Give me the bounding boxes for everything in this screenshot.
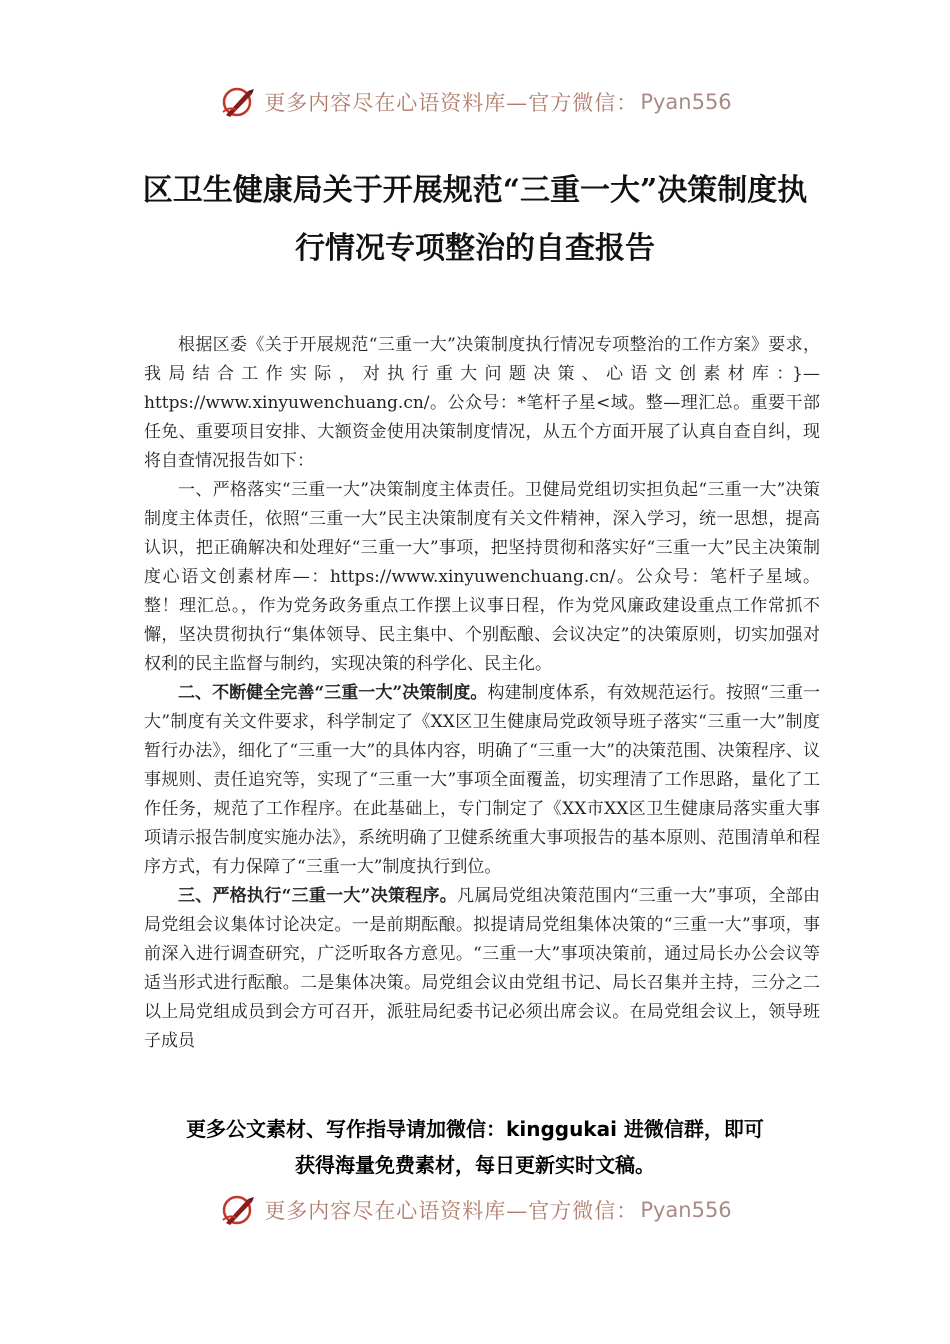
banner-text: 更多内容尽在心语资料库—官方微信： xyxy=(264,91,639,115)
paragraph-intro: 根据区委《关于开展规范“三重一大”决策制度执行情况专项整治的工作方案》要求，我局结合工作实际，对执行重大问题决策、心语文创素材库：}—https://www.xinyuwenchuang.cn/。公众号：*笔杆子星<域。整—理汇总。重要干部任免、重要项目安排、大额资金使用决策制度情况，从五个方面开展了认真自查自纠，现将自查情况报告如下： xyxy=(144,335,820,471)
pen-logo-icon xyxy=(218,1190,258,1230)
title-line-2: 行情况专项整治的自查报告 xyxy=(295,231,655,266)
banner-wechat-id: Pyan556 xyxy=(640,90,732,114)
section-2-body: 构建制度体系，有效规范运行。按照“三重一大”制度有关文件要求，科学制定了《XX区卫生健康局党政领导班子落实“三重一大”制度暂行办法》，细化了“三重一大”的具体内容，明确了“三重一大”的决策范围、决策程序、议事规则、责任追究等，实现了“三重一大”事项全面覆盖，切实理清了工作思路，量化了工作任务，规范了工作程序。在此基础上，专门制定了《XX市XX区卫生健康局落实重大事项请示报告制度实施办法》，系统明确了卫健系统重大事项报告的基本原则、范围清单和程序方式，有力保障了“三重一大”制度执行到位。 xyxy=(144,683,820,877)
document-title xyxy=(110,162,840,278)
section-3-body: 凡属局党组决策范围内“三重一大”事项，全部由局党组会议集体讨论决定。一是前期酝酿。拟提请局党组集体决策的“三重一大”事项，事前深入进行调查研究，广泛听取各方意见。“三重一大”事项决策前，通过局长办公会议等适当形式进行酝酿。二是集体决策。局党组会议由党组书记、局长召集并主持，三分之二以上局党组成员到会方可召开，派驻局纪委书记必须出席会议。在局党组会议上，领导班子成员 xyxy=(144,886,820,1051)
banner-wechat-id: Pyan556 xyxy=(640,1198,732,1222)
paragraph-section-3 xyxy=(144,882,820,1056)
bottom-banner xyxy=(0,1186,950,1234)
section-2-heading: 二、不断健全完善“三重一大”决策制度。 xyxy=(178,683,488,703)
document-body xyxy=(144,331,820,1056)
pen-logo-icon xyxy=(218,82,258,122)
top-banner xyxy=(0,78,950,126)
paragraph-section-1: 一、严格落实“三重一大”决策制度主体责任。卫健局党组切实担负起“三重一大”决策制度主体责任，依照“三重一大”民主决策制度有关文件精神，深入学习，统一思想，提高认识，把正确解决和处理好“三重一大”事项，把坚持贯彻和落实好“三重一大”民主决策制度心语文创素材库—：https://www.xinyuwenchuang.cn/。公众号：笔杆子星域。整！理汇总。，作为党务政务重点工作摆上议事日程，作为党风廉政建设重点工作常抓不懈，坚决贯彻执行“集体领导、民主集中、个别酝酿、会议决定”的决策原则，切实加强对权利的民主监督与制约，实现决策的科学化、民主化。 xyxy=(144,480,820,674)
paragraph-section-2 xyxy=(144,679,820,882)
banner-text: 更多内容尽在心语资料库—官方微信： xyxy=(264,1199,639,1223)
footer-promo-line-1: 更多公文素材、写作指导请加微信：kinggukai 进微信群，即可 xyxy=(186,1117,764,1141)
footer-promo-line-2: 获得海量免费素材，每日更新实时文稿。 xyxy=(295,1153,655,1177)
title-line-1: 区卫生健康局关于开展规范“三重一大”决策制度执 xyxy=(142,173,808,208)
section-3-heading: 三、严格执行“三重一大”决策程序。 xyxy=(178,886,458,906)
footer-promo xyxy=(100,1111,850,1183)
